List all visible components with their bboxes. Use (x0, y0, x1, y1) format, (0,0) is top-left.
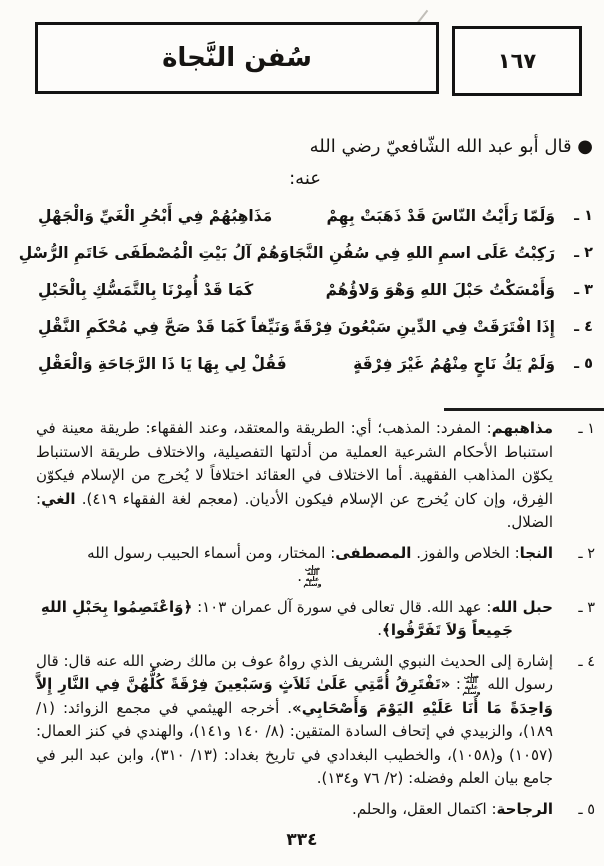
footnote-line (36, 542, 553, 566)
attribution-block (289, 134, 593, 192)
footnote-definition: : اكتمال العقل، والحلم. (352, 799, 497, 818)
footnote-definition: : الضلال. (36, 489, 553, 531)
footnote-term: النجا (519, 543, 553, 562)
footnote-term: مذاهبهم (491, 419, 553, 437)
footnote-references: . أخرجه الهيثمي في مجمع الزوائد: (١/ ١٨٩)، والزبيدي في إتحاف السادة المتقين: (٨/ ١٤٠ و١٤١)، والهندي في كنز العمال: (١٠٥٧) و(١٠٥٨)، والخطيب البغدادي في تاريخ بغداد: (١٣/ ٣١٠)، وابن عبد البر في جامع بيان العلم وفضله: (٢/ ٧٦ و١٣٤). (36, 698, 553, 787)
verse-number: ٢ ـ (574, 244, 593, 261)
verse-row (38, 197, 593, 234)
verse-first-hemistich: وَأَمْسَكْتُ حَبْلَ اللهِ وَهْوَ وَلاؤُهُمْ (325, 280, 555, 299)
sallallahu-alayhi-wasallam-icon: صلى الله عليه وسلم (303, 563, 322, 588)
footnote-term: الرجاحة (496, 799, 553, 818)
attribution-line1 (289, 134, 593, 160)
footnote-2 (36, 542, 595, 589)
footnote-number: ٥ ـ (578, 801, 595, 818)
footnote-4 (36, 650, 595, 791)
verse-first-hemistich: رَكِبْتُ عَلَى اسمِ اللهِ فِي سُفُنِ النَّجَا (289, 243, 555, 262)
attribution-text: قال أبو عبد الله الشّافعيّ رضي الله (309, 136, 578, 157)
footnote-text (36, 798, 553, 823)
period: . (297, 567, 302, 585)
chapter-title-box (35, 22, 439, 94)
verse-second-hemistich: مَذَاهِبُهُمْ فِي أَبْحُرِ الْغَيِّ وَالْجَهْلِ (38, 206, 273, 225)
colon: : (450, 675, 461, 693)
verse-first-hemistich: إِذَا افْتَرَقَتْ فِي الدِّينِ سَبْعُونَ فِرْقَةً (293, 317, 555, 336)
footnote-5 (36, 798, 595, 823)
footnote-definition: : المفرد: المذهب؛ أي: الطريقة والمعتقد، وعند الفقهاء: طريقة معينة في استنباط الأحكام الشرعية العملية من أدلتها التفصيلية، والاختلاف طريقة الاستنباط يكوّن المذاهب الفقهية. أما الاختلاف في العقائد اختلافاً لا يُخرج من الإسلام فيكوّن الفِرق، وإن كان يُخرج عن الإسلام فيكون الأديان. (معجم لغة الفقهاء ٤١٩). (36, 419, 553, 508)
footnote-line (36, 565, 323, 589)
bullet-icon: ● (577, 136, 593, 157)
footnote-1 (36, 417, 595, 535)
footnote-text (36, 542, 553, 589)
footnote-line (36, 619, 513, 643)
verse-second-hemistich: وَهُمْ آلُ بَيْتِ الْمُصْطَفَى خَاتَمِ الرُّسْلِ (18, 243, 290, 262)
verse-number: ١ ـ (574, 207, 593, 224)
quran-quote: ﴿وَاعْتَصِمُوا بِحَبْلِ اللهِ (40, 597, 193, 616)
footnote-separator (444, 408, 604, 411)
chapter-title: سُفن النَّجاة (162, 43, 312, 73)
verse-row (38, 308, 593, 345)
period: . (377, 621, 383, 639)
chapter-number-box (452, 26, 582, 96)
footnote-term: حبل الله (491, 597, 553, 616)
footnote-text (36, 596, 553, 643)
chapter-number: ١٦٧ (497, 49, 537, 73)
quran-quote: جَمِيعاً وَلاَ تَفَرَّقُوا﴾ (382, 621, 513, 639)
verse-row (38, 271, 593, 308)
page-number-footer: ٣٣٤ (286, 830, 318, 850)
footnote-text (36, 650, 553, 791)
footnotes-block (36, 417, 595, 829)
footnote-definition: : الخلاص والفوز. (411, 543, 520, 562)
verse-row (38, 345, 593, 382)
verse-second-hemistich: كَمَا قَدْ أُمِرْنَا بِالتَّمَسُّكِ بِالْحَبْلِ (38, 280, 254, 299)
verse-number: ٣ ـ (574, 281, 593, 298)
poem-block (18, 197, 593, 382)
footnote-3 (36, 596, 595, 643)
attribution-line2: عنه: (289, 168, 321, 189)
verse-first-hemistich: وَلَمْ يَكُ نَاجٍ مِنْهُمُ غَيْرَ فِرْقَةٍ (353, 354, 555, 373)
sallallahu-alayhi-wasallam-icon: صلى الله عليه وسلم (462, 671, 481, 696)
footnote-definition: إشارة إلى الحديث النبوي الشريف الذي رواهُ عوف بن مالك رضي الله عنه قال: قال رسول الله (36, 651, 553, 693)
footnote-definition: : عهد الله. قال تعالى في سورة آل عمران ١٠٣: (192, 597, 492, 616)
verse-number: ٤ ـ (574, 318, 593, 335)
footnote-term: الغي (41, 489, 76, 508)
verse-second-hemistich: وَنَيِّفاً كَمَا قَدْ صَحَّ فِي مُحْكَمِ النَّقْلِ (38, 317, 290, 336)
footnote-number: ٤ ـ (578, 653, 595, 670)
footnote-number: ٣ ـ (578, 599, 595, 616)
footnote-line (36, 596, 553, 620)
footnote-definition: : المختار، ومن أسماء الحبيب رسول الله (87, 543, 336, 562)
verse-row (18, 234, 593, 271)
footnote-number: ٢ ـ (578, 545, 595, 562)
verse-second-hemistich: فَقُلْ لِي بِهَا يَا ذَا الرَّجَاحَةِ وَالْعَقْلِ (38, 354, 287, 373)
footnote-term: المصطفى (335, 543, 412, 562)
footnote-text (36, 417, 553, 535)
footnote-number: ١ ـ (578, 421, 595, 437)
verse-first-hemistich: وَلَمّا رَأَيْتُ النّاسَ قَدْ ذَهَبَتْ بِهِمْ (326, 206, 555, 225)
hadith-quote: «تَفْتَرِقُ أُمَّتِي عَلَىٰ ثَلاَثٍ وَسَبْعِينَ فِرْقَةً كُلُّهُنَّ فِي النَّارِ إِلاَّ وَاحِدَةً مَا أَنَا عَلَيْهِ اليَوْمَ وَأَصْحَابِي» (36, 675, 553, 717)
verse-number: ٥ ـ (574, 355, 593, 372)
